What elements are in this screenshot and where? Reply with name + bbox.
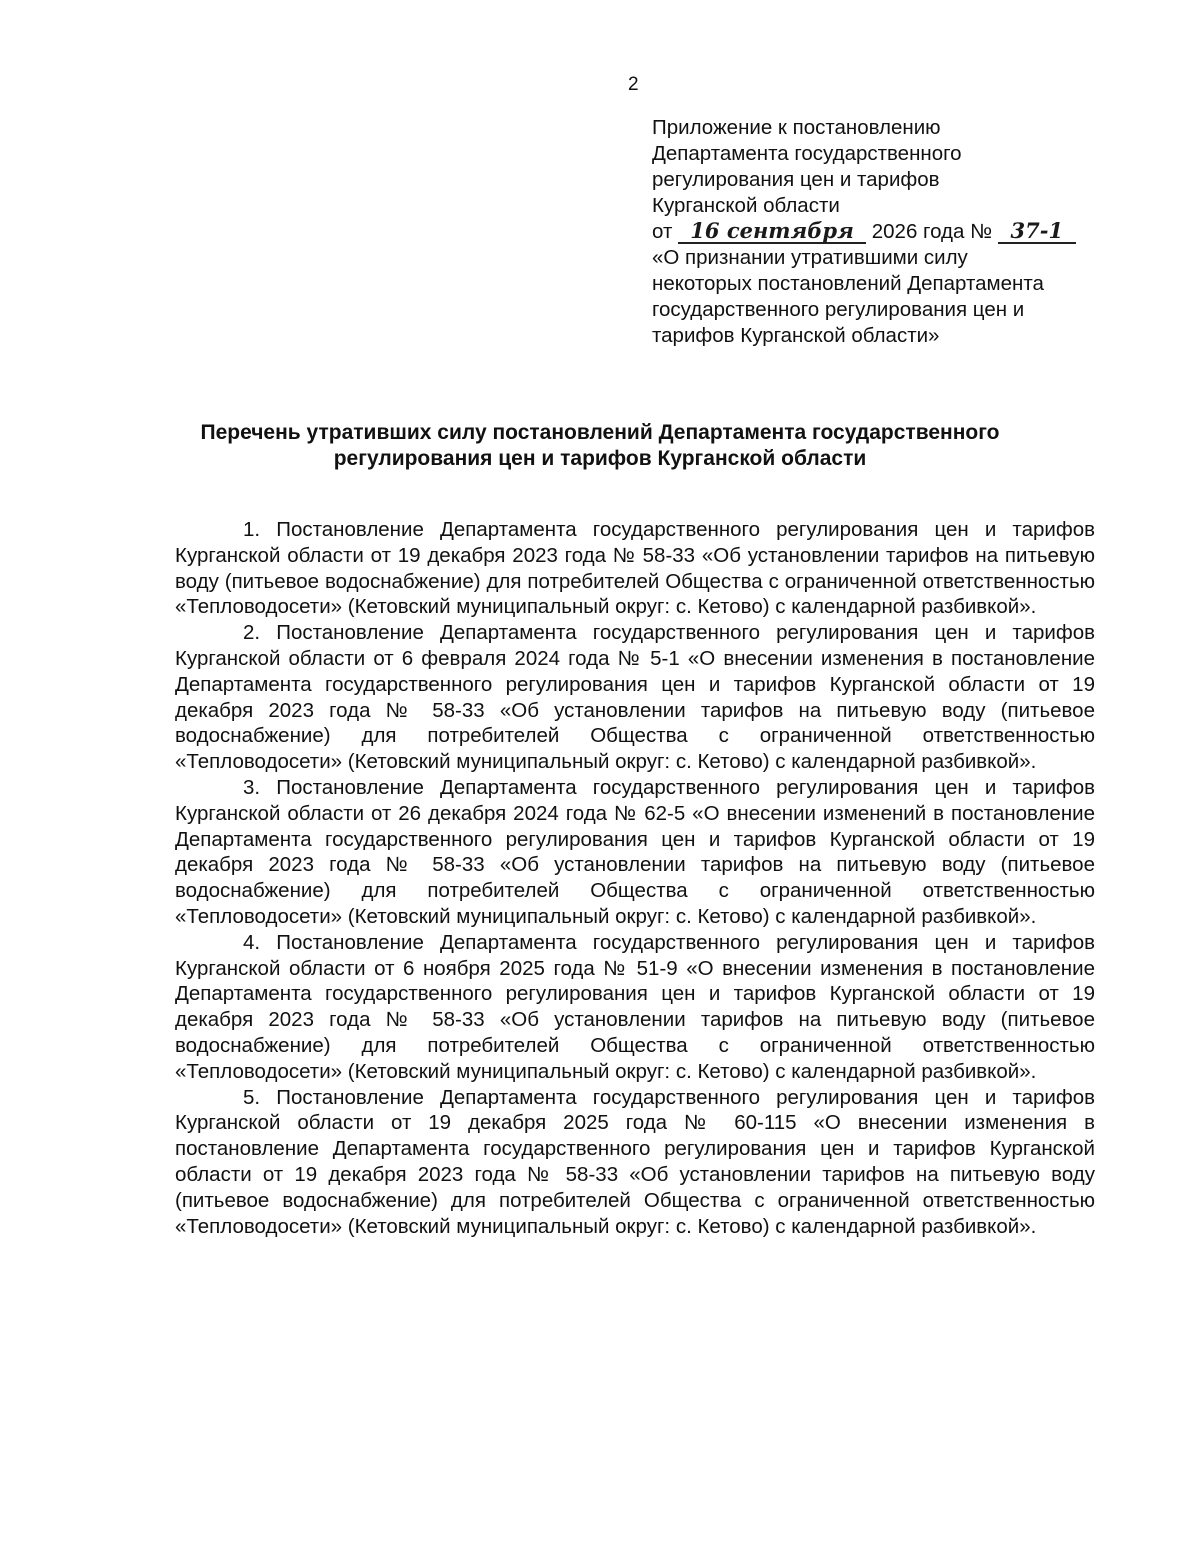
list-item: 1. Постановление Департамента государственного регулирования цен и тарифов Курганской области от 19 декабря 2023 года № 58-33 «Об установлении тарифов на питьевую воду (питьевое водоснабжение) для потребителей Общества с ограниченной ответственностью «Тепловодосети» (Кетовский муниципальный округ: с. Кетово) с календарной разбивкой».	[175, 518, 1095, 619]
list-item: 3. Постановление Департамента государственного регулирования цен и тарифов Курганской области от 26 декабря 2024 года № 62-5 «О внесении изменений в постановление Департамента государственного регулирования цен и тарифов Курганской области от 19 декабря 2023 года № 58-33 «Об установлении тарифов на питьевую воду (питьевое водоснабжение) для потребителей Общества с ограниченной ответственностью «Тепловодосети» (Кетовский муниципальный округ: с. Кетово) с календарной разбивкой».	[175, 775, 1095, 928]
items-list	[175, 517, 1095, 1239]
list-item: 4. Постановление Департамента государственного регулирования цен и тарифов Курганской области от 6 ноября 2025 года № 51-9 «О внесении изменения в постановление Департамента государственного регулирования цен и тарифов Курганской области от 19 декабря 2023 года № 58-33 «Об установлении тарифов на питьевую воду (питьевое водоснабжение) для потребителей Общества с ограниченной ответственностью «Тепловодосети» (Кетовский муниципальный округ: с. Кетово) с календарной разбивкой».	[175, 930, 1095, 1083]
list-item: 5. Постановление Департамента государственного регулирования цен и тарифов Курганской области от 19 декабря 2025 года № 60-115 «О внесении изменения в постановление Департамента государственного регулирования цен и тарифов Курганской области от 19 декабря 2023 года № 58-33 «Об установлении тарифов на питьевую воду (питьевое водоснабжение) для потребителей Общества с ограниченной ответственностью «Тепловодосети» (Кетовский муниципальный округ: с. Кетово) с календарной разбивкой».	[175, 1085, 1095, 1238]
handwritten-number: 37-1	[1010, 218, 1064, 243]
appendix-header	[652, 115, 1122, 349]
appendix-line-1: Приложение к постановлению	[652, 116, 941, 139]
appendix-subject-line-4: тарифов Курганской области»	[652, 324, 940, 347]
appendix-date-line	[652, 219, 1122, 245]
appendix-subject-line-2: некоторых постановлений Департамента	[652, 272, 1044, 295]
handwritten-date-field	[678, 218, 866, 244]
handwritten-number-field	[998, 218, 1076, 244]
list-item: 2. Постановление Департамента государственного регулирования цен и тарифов Курганской области от 6 февраля 2024 года № 5-1 «О внесении изменения в постановление Департамента государственного регулирования цен и тарифов Курганской области от 19 декабря 2023 года № 58-33 «Об установлении тарифов на питьевую воду (питьевое водоснабжение) для потребителей Общества с ограниченной ответственностью «Тепловодосети» (Кетовский муниципальный округ: с. Кетово) с календарной разбивкой».	[175, 621, 1095, 774]
date-prefix: от	[652, 220, 673, 243]
appendix-subject-line-3: государственного регулирования цен и	[652, 298, 1025, 321]
document-title: Перечень утративших силу постановлений Департамента государственного регулирования цен и тарифов Курганской области	[200, 421, 1000, 470]
page-number: 2	[628, 74, 639, 95]
appendix-line-2: Департамента государственного	[652, 142, 962, 165]
appendix-line-4: Курганской области	[652, 194, 840, 217]
handwritten-date: 16 сентября	[690, 218, 854, 243]
appendix-subject-line-1: «О признании утратившими силу	[652, 246, 968, 269]
appendix-line-3: регулирования цен и тарифов	[652, 168, 940, 191]
date-year: 2026 года №	[871, 220, 993, 243]
